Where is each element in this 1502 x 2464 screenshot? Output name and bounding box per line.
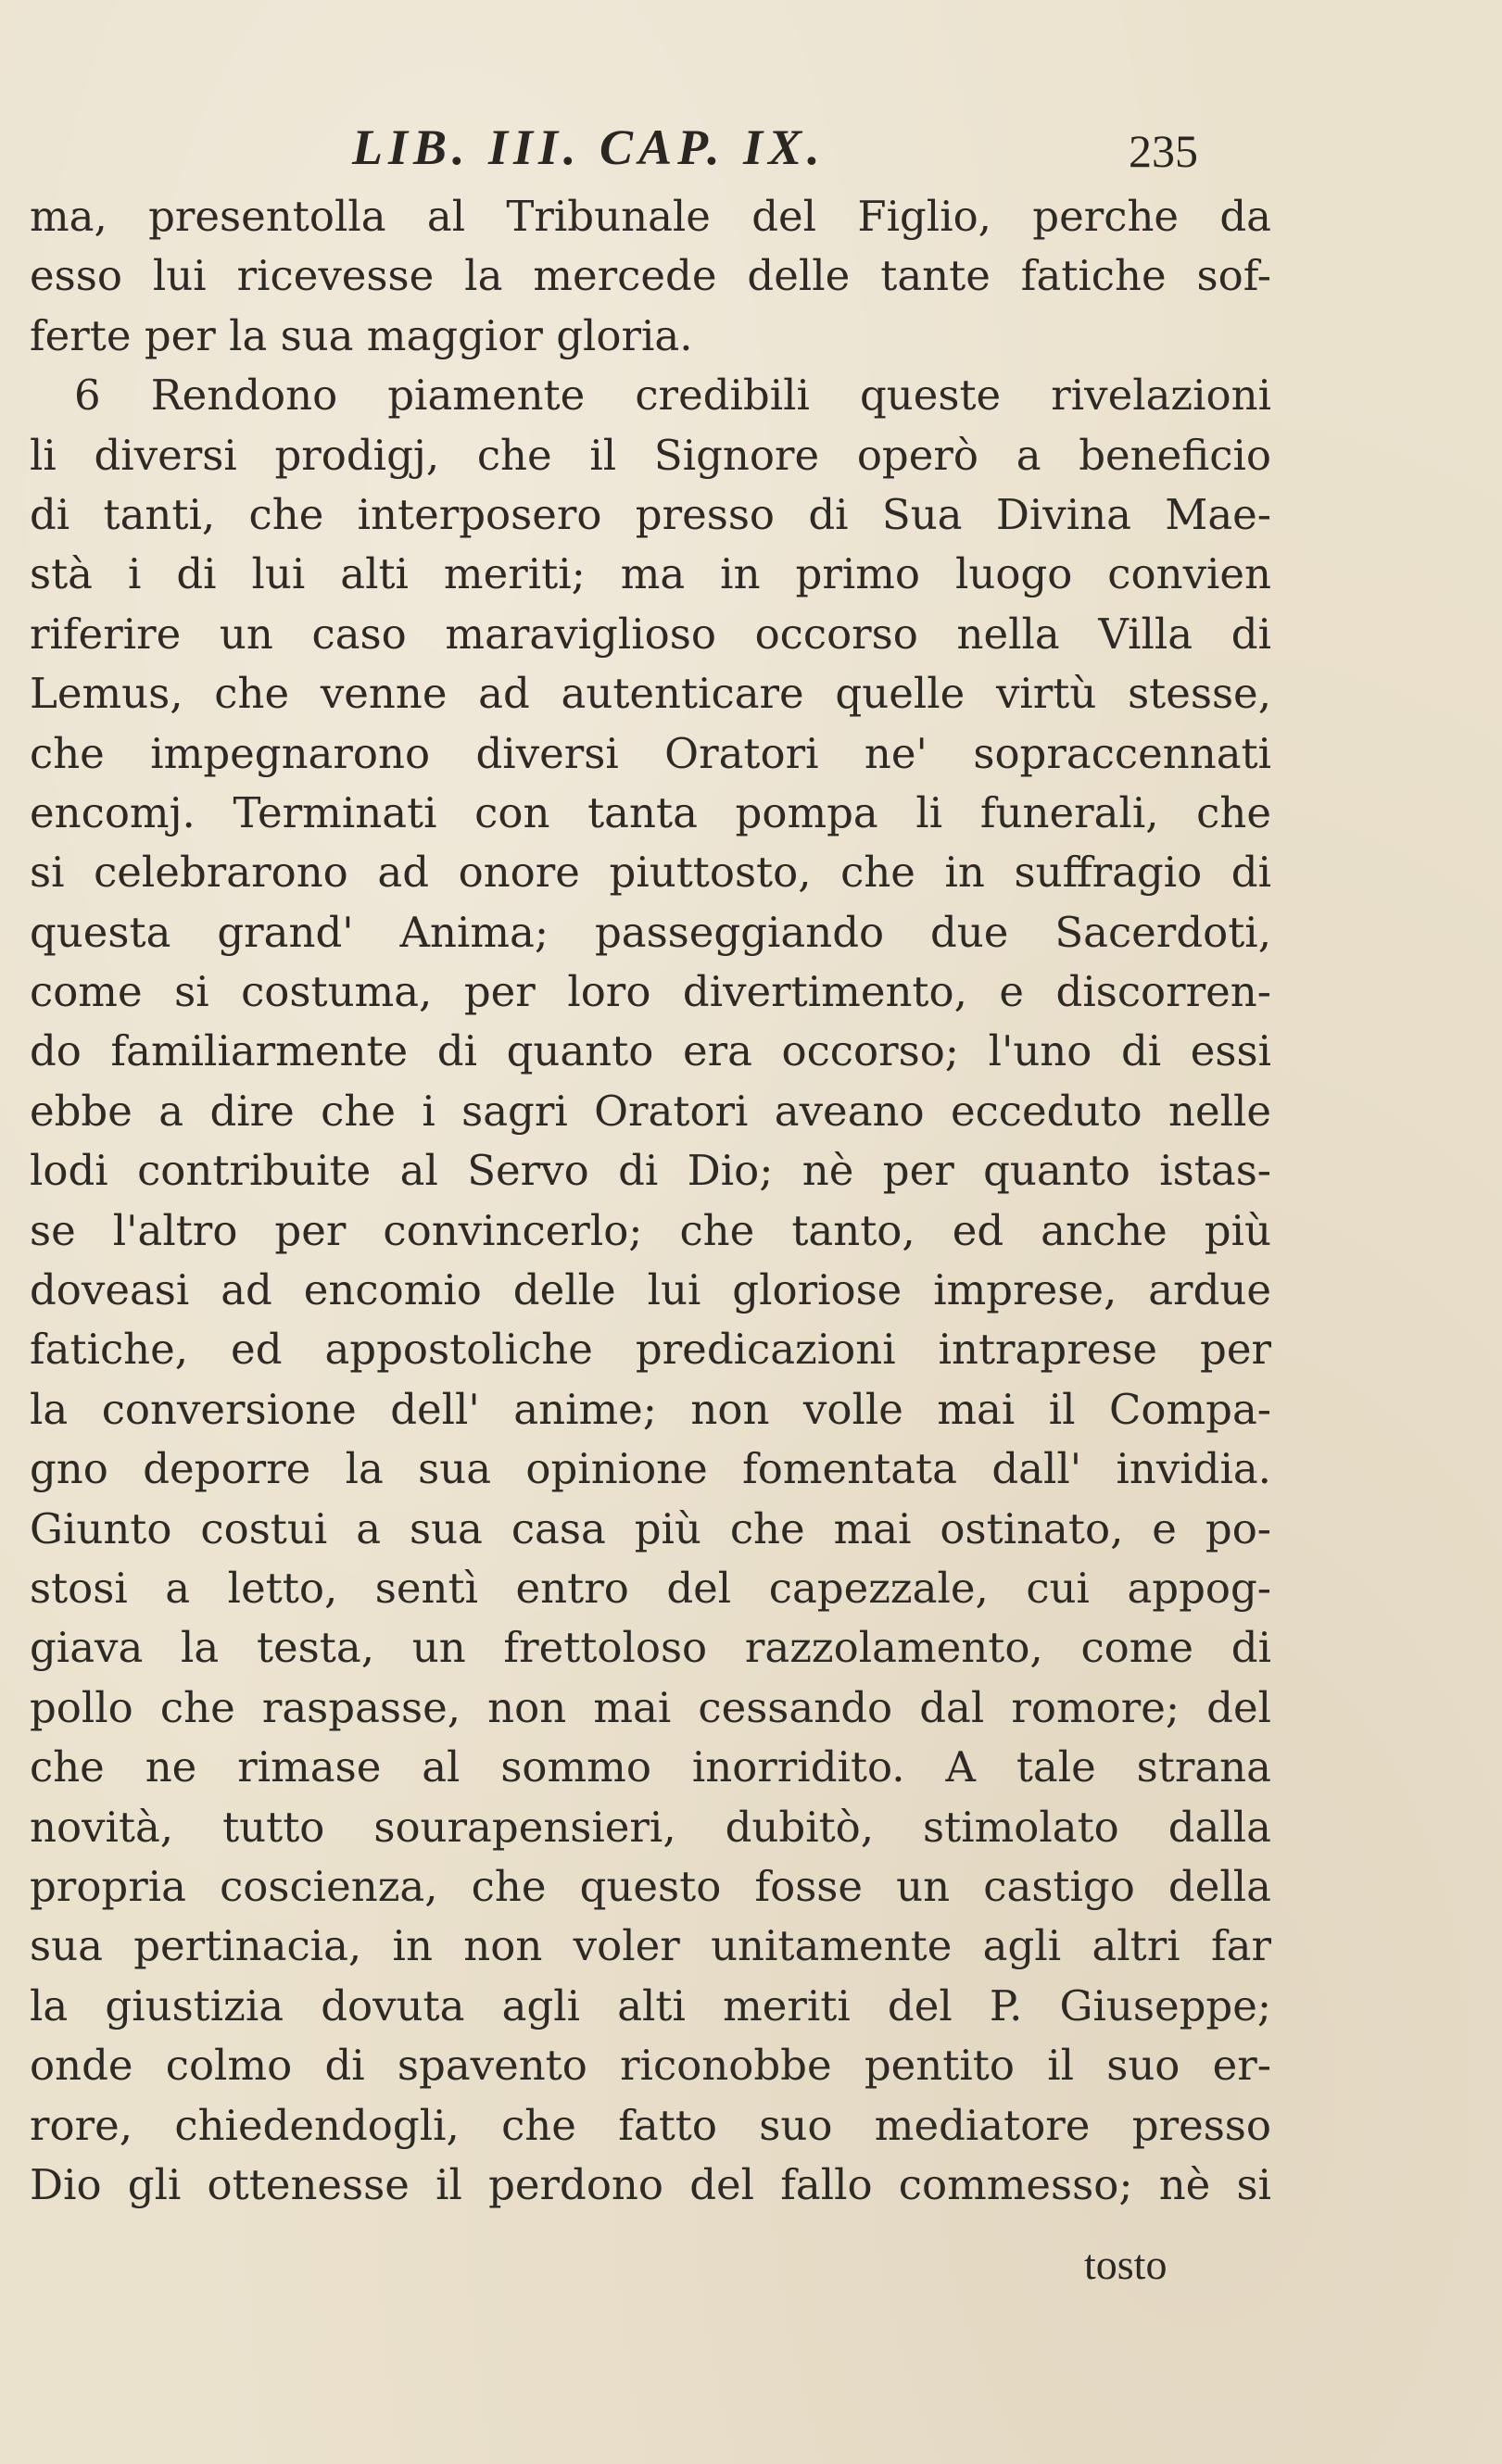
running-head: LIB. III. CAP. IX. <box>352 119 826 175</box>
text-line: Dio gli ottenesse il perdono del fallo commesso; nè si <box>30 2159 1271 2209</box>
text-line: Giunto costui a sua casa più che mai ostinato, e po- <box>30 1503 1271 1553</box>
text-line: onde colmo di spavento riconobbe pentito il suo er- <box>30 2041 1271 2091</box>
text-line: fatiche, ed appostoliche predicazioni intraprese per <box>30 1325 1271 1375</box>
text-line: la giustizia dovuta agli alti meriti del P. Giuseppe; <box>30 1980 1271 2030</box>
text-line: stà i di lui alti meriti; ma in primo luogo convien <box>30 549 1271 599</box>
text-line: la conversione dell' anime; non volle mai il Compa- <box>30 1384 1271 1434</box>
text-line: si celebrarono ad onore piuttosto, che in suffragio di <box>30 848 1271 898</box>
text-line: do familiarmente di quanto era occorso; l'uno di essi <box>30 1026 1271 1076</box>
text-line: riferire un caso maraviglioso occorso nella Villa di <box>30 609 1271 659</box>
text-line: ferte per la sua maggior gloria. <box>30 310 693 360</box>
text-line: novità, tutto sourapensieri, dubitò, stimolato dalla <box>30 1802 1271 1852</box>
text-line: ma, presentolla al Tribunale del Figlio, perche da <box>30 192 1271 241</box>
text-line: gno deporre la sua opinione fomentata dall' invidia. <box>30 1444 1271 1494</box>
catchword: tosto <box>1084 2241 1168 2288</box>
text-line: che impegnarono diversi Oratori ne' sopraccennati <box>30 728 1271 778</box>
text-line: encomj. Terminati con tanta pompa li funerali, che <box>30 787 1271 837</box>
page-header <box>352 119 1279 183</box>
text-line: esso lui ricevesse la mercede delle tante fatiche sof- <box>30 251 1271 301</box>
text-line: giava la testa, un frettoloso razzolamento, come di <box>30 1623 1271 1673</box>
text-line: Lemus, che venne ad autenticare quelle virtù stesse, <box>30 669 1271 719</box>
text-line: 6 Rendono piamente credibili queste rivelazioni <box>74 371 1271 421</box>
text-line: che ne rimase al sommo inorridito. A tale strana <box>30 1742 1271 1792</box>
text-line: propria coscienza, che questo fosse un castigo della <box>30 1861 1271 1911</box>
text-line: questa grand' Anima; passeggiando due Sacerdoti, <box>30 907 1271 957</box>
text-line: sua pertinacia, in non voler unitamente agli altri far <box>30 1921 1271 1971</box>
text-line: di tanti, che interposero presso di Sua Divina Mae- <box>30 489 1271 539</box>
text-line: pollo che raspasse, non mai cessando dal romore; del <box>30 1682 1271 1732</box>
text-line: lodi contribuite al Servo di Dio; nè per quanto istas- <box>30 1146 1271 1196</box>
body-text <box>30 187 1271 2215</box>
text-line: rore, chiedendogli, che fatto suo mediatore presso <box>30 2100 1271 2150</box>
text-line: stosi a letto, sentì entro del capezzale, cui appog- <box>30 1563 1271 1613</box>
text-line: se l'altro per convincerlo; che tanto, ed anche più <box>30 1205 1271 1255</box>
text-line: come si costuma, per loro divertimento, e discorren- <box>30 967 1271 1017</box>
page-number: 235 <box>1129 125 1198 177</box>
text-line: ebbe a dire che i sagri Oratori aveano ecceduto nelle <box>30 1086 1271 1136</box>
text-line: doveasi ad encomio delle lui gloriose imprese, ardue <box>30 1265 1271 1315</box>
text-line: li diversi prodigj, che il Signore operò a beneficio <box>30 430 1271 480</box>
